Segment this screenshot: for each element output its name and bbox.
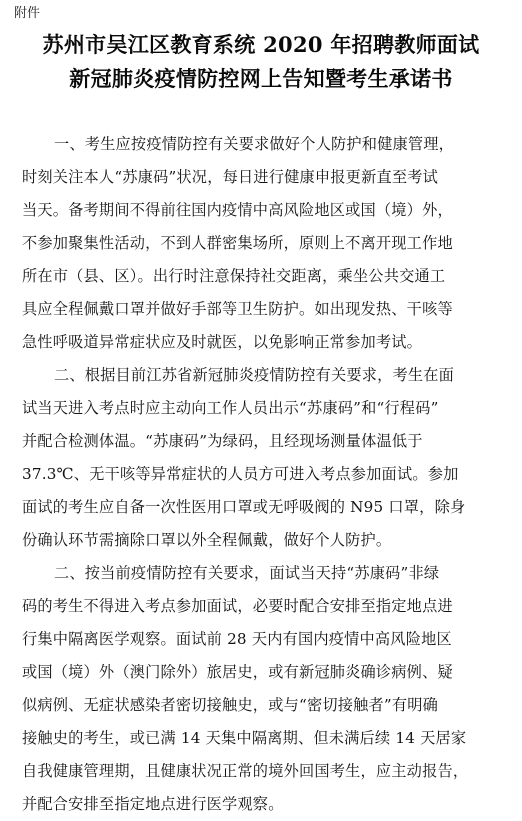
paragraph-2-line: 37.3℃、无干咳等异常症状的人员方可进入考点参加面试。参加 — [22, 465, 459, 483]
paragraph-2-line: 并配合检测体温。“苏康码”为绿码，且经现场测量体温低于 — [22, 432, 423, 450]
paragraph-2-line: 面试的考生应自备一次性医用口罩或无呼吸阀的 N95 口罩，除身 — [22, 498, 466, 516]
paragraph-1-line: 急性呼吸道异常症状应及时就医，以免影响正常参加考试。 — [22, 333, 423, 351]
paragraph-3-line: 码的考生不得进入考点参加面试，必要时配合安排至指定地点进 — [22, 597, 453, 615]
paragraph-1-line: 时刻关注本人“苏康码”状况，每日进行健康申报更新直至考试 — [22, 168, 439, 186]
paragraph-3-line: 接触史的考生，或已满 14 天集中隔离期、但未满后续 14 天居家 — [22, 729, 467, 747]
document-title-line-2: 新冠肺炎疫情防控网上告知暨考生承诺书 — [69, 66, 453, 91]
paragraph-1-line: 具应全程佩戴口罩并做好手部等卫生防护。如出现发热、干咳等 — [22, 300, 453, 318]
paragraph-1-line: 当天。备考期间不得前往国内疫情中高风险地区或国（境）外， — [22, 201, 453, 219]
paragraph-2-line: 份确认环节需摘除口罩以外全程佩戴，做好个人防护。 — [22, 531, 392, 549]
paragraph-3-line: 行集中隔离医学观察。面试前 28 天内有国内疫情中高风险地区 — [22, 630, 452, 648]
paragraph-1-line: 一、考生应按疫情防控有关要求做好个人防护和健康管理， — [54, 135, 455, 153]
paragraph-3-line: 二、按当前疫情防控有关要求，面试当天持“苏康码”非绿 — [54, 564, 440, 582]
document-title-line-1: 苏州市吴江区教育系统 2020 年招聘教师面试 — [42, 32, 480, 57]
paragraph-3-line: 似病例、无症状感染者密切接触史，或与“密切接触者”有明确 — [22, 696, 439, 714]
paragraph-2-line: 试当天进入考点时应主动向工作人员出示“苏康码”和“行程码” — [22, 399, 439, 417]
paragraph-2-line: 二、根据目前江苏省新冠肺炎疫情防控有关要求，考生在面 — [54, 366, 455, 384]
paragraph-3-line: 或国（境）外（澳门除外）旅居史，或有新冠肺炎确诊病例、疑 — [22, 663, 453, 681]
paragraph-3-line: 自我健康管理期，且健康状况正常的境外回国考生，应主动报告， — [22, 762, 469, 780]
attachment-label: 附件 — [14, 6, 41, 21]
document-body — [22, 128, 498, 821]
paragraph-1-line: 所在市（县、区）。出行时注意保持社交距离，乘坐公共交通工 — [22, 267, 446, 285]
paragraph-3-line: 并配合安排至指定地点进行医学观察。 — [22, 795, 284, 813]
paragraph-1-line: 不参加聚集性活动，不到人群密集场所，原则上不离开现工作地 — [22, 234, 453, 252]
